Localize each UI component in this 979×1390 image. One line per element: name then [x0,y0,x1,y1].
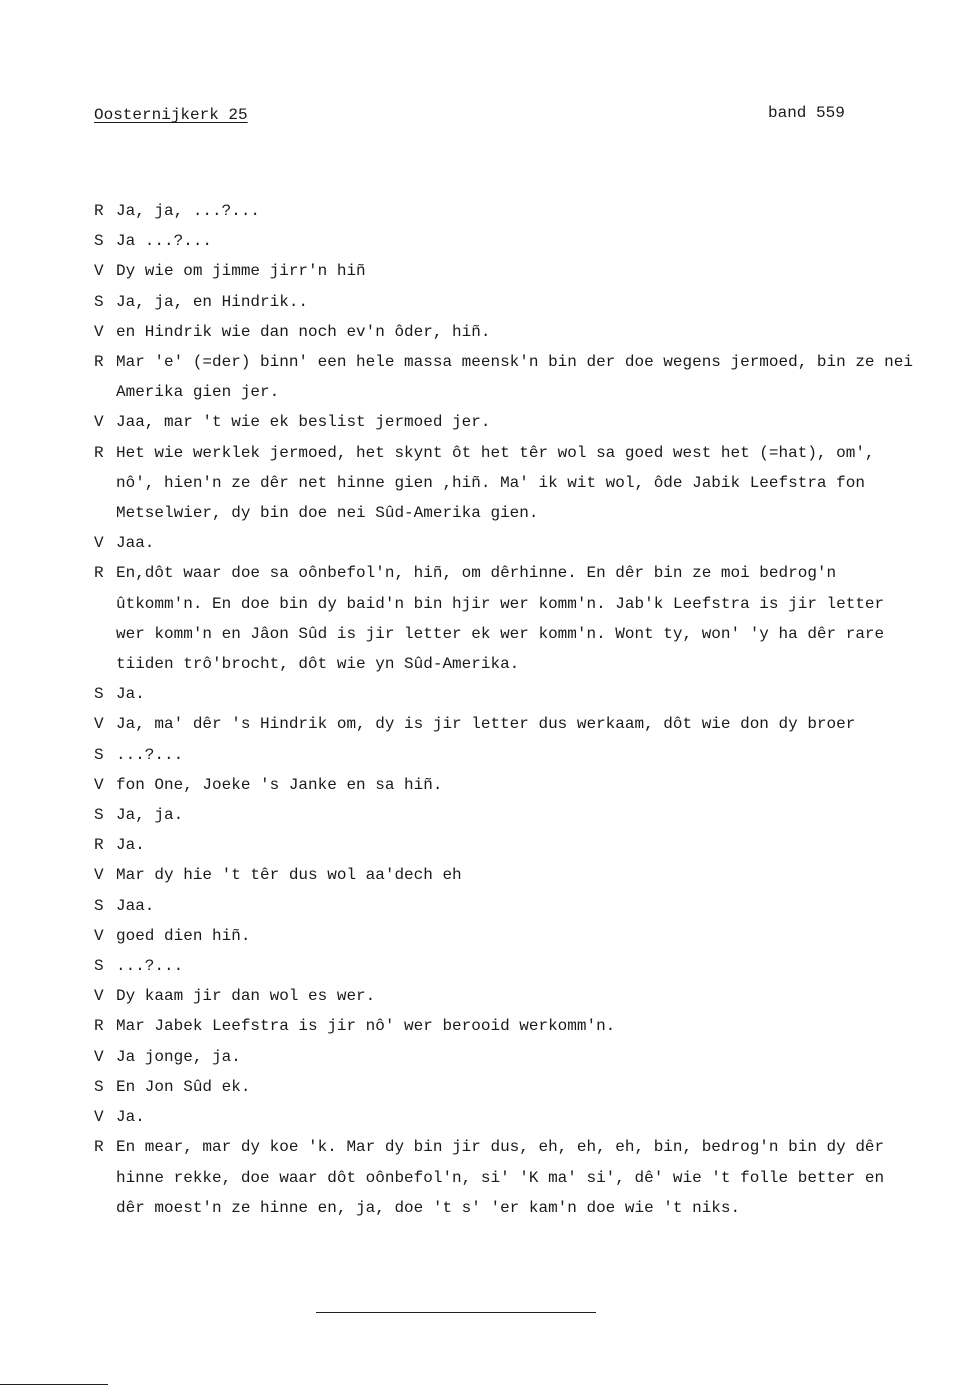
utterance-text: Jaa. [116,896,155,915]
utterance-text: En,dôt waar doe sa oônbefol'n, hiñ, om dêrhinne. En dêr bin ze moi bedrog'n ûtkomm'n. En doe bin dy baid'n bin hjir wer komm'n. Jab'k Leefstra is jir letter wer komm'n en Jâon Sûd is jir letter ek wer komm'n. Wont ty, won' 'y ha dêr rare tiiden trô'brocht, dôt wie yn Sûd-Amerika. [116,564,885,674]
utterance-text: Het wie werklek jermoed, het skynt ôt het têr wol sa goed west het (=hat), om', nô', hien'n ze dêr net hinne gien ,hiñ. Ma' ik wit wol, ôde Jabik Leefstra fon Metselwier, dy bin doe nei Sûd-Amerika gien. [116,443,875,523]
speaker-label: S [94,685,104,704]
utterance-text: Ja, ja. [116,806,184,825]
speaker-label: S [94,957,104,976]
utterance-text: Mar dy hie 't têr dus wol aa'dech eh [116,866,462,885]
utterance-text: Dy kaam jir dan wol es wer. [116,987,376,1006]
transcript-entry [94,951,914,981]
transcript-entry [94,1072,914,1102]
transcript-entry [94,287,914,317]
transcript-entry [94,1011,914,1041]
utterance-text: Mar 'e' (=der) binn' een hele massa meensk'n bin der doe wegens jermoed, bin ze nei Amerika gien jer. [116,353,913,402]
utterance-text: Dy wie om jimme jirr'n hiñ [116,262,366,281]
speaker-label: S [94,1077,104,1096]
speaker-label: V [94,715,104,734]
transcript-entry [94,347,914,407]
band-number: band 559 [768,104,845,122]
utterance-text: goed dien hiñ. [116,926,251,945]
transcript-entry [94,407,914,437]
utterance-text: Ja. [116,685,145,704]
utterance-text: Jaa, mar 't wie ek beslist jermoed jer. [116,413,491,432]
transcript-entry [94,830,914,860]
utterance-text: En mear, mar dy koe 'k. Mar dy bin jir dus, eh, eh, eh, bin, bedrog'n bin dy dêr hinne rekke, doe waar dôt oônbefol'n, si' 'K ma' si', dê' wie 't folle better en dêr moest'n ze hinne en, ja, doe 't s' 'er kam'n doe wie 't niks. [116,1138,885,1217]
corner-divider [0,1384,108,1385]
utterance-text: Ja. [116,1108,145,1127]
speaker-label: S [94,745,104,764]
speaker-label: V [94,866,104,885]
transcript-entry [94,921,914,951]
transcript-entry [94,226,914,256]
speaker-label: V [94,926,104,945]
speaker-label: V [94,987,104,1006]
speaker-label: V [94,775,104,794]
transcript-entry [94,981,914,1011]
speaker-label: S [94,292,104,311]
speaker-label: R [94,564,104,583]
utterance-text: Jaa. [116,534,155,553]
footer-divider [316,1312,596,1313]
utterance-text: Ja jonge, ja. [116,1047,241,1066]
transcript-entry [94,438,914,529]
transcript-entry [94,558,914,679]
transcript-entry [94,709,914,739]
speaker-label: V [94,413,104,432]
transcript-entry [94,528,914,558]
speaker-label: R [94,836,104,855]
speaker-label: R [94,1017,104,1036]
speaker-label: V [94,1108,104,1127]
transcript-entry [94,1102,914,1132]
speaker-label: V [94,262,104,281]
utterance-text: fon One, Joeke 's Janke en sa hiñ. [116,775,443,794]
transcript-entry [94,770,914,800]
utterance-text: En Jon Sûd ek. [116,1077,251,1096]
utterance-text: en Hindrik wie dan noch ev'n ôder, hiñ. [116,322,491,341]
utterance-text: Ja, ja, ...?... [116,202,261,220]
speaker-label: V [94,322,104,341]
transcript-entry [94,317,914,347]
speaker-label: V [94,534,104,553]
transcript-entry [94,679,914,709]
utterance-text: Ja ...?... [116,232,213,251]
utterance-text: Mar Jabek Leefstra is jir nô' wer berooid werkomm'n. [116,1017,616,1036]
speaker-label: S [94,232,104,251]
utterance-text: Ja. [116,836,145,855]
transcript-entry [94,256,914,286]
utterance-text: Ja, ma' dêr 's Hindrik om, dy is jir letter dus werkaam, dôt wie don dy broer [116,715,856,734]
utterance-text: ...?... [116,745,184,764]
transcript-entry [94,1132,914,1223]
speaker-label: R [94,443,104,462]
speaker-label: V [94,1047,104,1066]
transcript-entry [94,891,914,921]
utterance-text: Ja, ja, en Hindrik.. [116,292,309,311]
transcript-entry [94,196,914,226]
transcript-entry [94,740,914,770]
utterance-text: ...?... [116,957,184,976]
transcript-entry [94,800,914,830]
speaker-label: R [94,353,104,372]
transcript [94,196,914,1223]
speaker-label: S [94,896,104,915]
transcript-entry [94,860,914,890]
speaker-label: R [94,1138,104,1157]
speaker-label: S [94,806,104,825]
speaker-label: R [94,202,104,220]
transcript-entry [94,1042,914,1072]
document-title: Oosternijkerk 25 [94,106,248,124]
